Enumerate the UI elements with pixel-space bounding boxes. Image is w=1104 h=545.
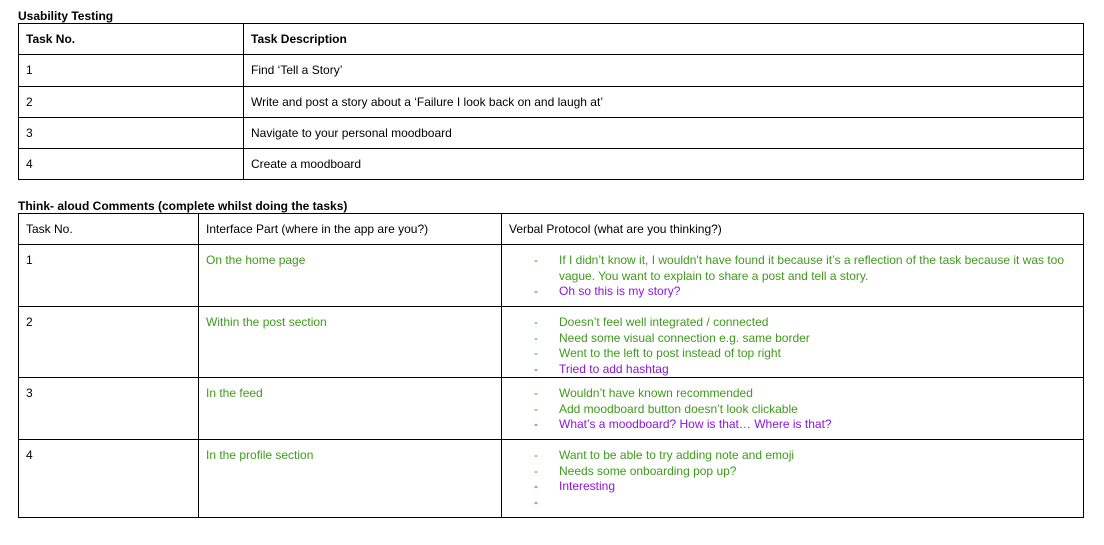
table-row	[19, 149, 1084, 180]
interface-part-cell: In the feed	[199, 378, 502, 440]
think-aloud-table	[18, 213, 1084, 518]
comment-item: - What’s a moodboard? How is that… Where is that?	[532, 417, 1076, 433]
comment-list	[509, 253, 1076, 300]
verbal-protocol-cell	[502, 307, 1084, 378]
verbal-protocol-cell	[502, 440, 1084, 518]
comment-list	[509, 448, 1076, 510]
comment-item: - Want to be able to try adding note and emoji	[532, 448, 1076, 464]
task-no-cell: 3	[19, 117, 244, 148]
interface-part-cell: On the home page	[199, 245, 502, 307]
header-task-no: Task No.	[19, 214, 199, 245]
table-row	[19, 117, 1084, 148]
header-interface-part: Interface Part (where in the app are you?)	[199, 214, 502, 245]
task-description-cell: Create a moodboard	[244, 149, 1084, 180]
interface-part-cell: Within the post section	[199, 307, 502, 378]
task-no-cell: 3	[19, 378, 199, 440]
table-header-row	[19, 214, 1084, 245]
table-row	[19, 86, 1084, 117]
comment-item: - Need some visual connection e.g. same border	[532, 331, 1076, 347]
task-no-cell: 1	[19, 55, 244, 86]
usability-testing-table	[18, 23, 1084, 180]
table-row	[19, 378, 1084, 440]
comment-list	[509, 315, 1076, 377]
table-row	[19, 440, 1084, 518]
task-description-cell: Find ‘Tell a Story’	[244, 55, 1084, 86]
comment-item-empty	[532, 495, 1076, 511]
think-aloud-heading: Think- aloud Comments (complete whilst doing the tasks)	[18, 199, 348, 213]
task-no-cell: 2	[19, 307, 199, 378]
task-no-cell: 4	[19, 149, 244, 180]
header-task-no: Task No.	[19, 24, 244, 55]
task-description-cell: Navigate to your personal moodboard	[244, 117, 1084, 148]
verbal-protocol-cell	[502, 378, 1084, 440]
comment-item: - Interesting	[532, 479, 1076, 495]
interface-part-cell: In the profile section	[199, 440, 502, 518]
comment-item: - Oh so this is my story?	[532, 284, 1076, 300]
verbal-protocol-cell	[502, 245, 1084, 307]
comment-item: - Add moodboard button doesn’t look clickable	[532, 402, 1076, 418]
header-task-description: Task Description	[244, 24, 1084, 55]
usability-testing-heading: Usability Testing	[18, 9, 114, 23]
table-row	[19, 245, 1084, 307]
table-header-row	[19, 24, 1084, 55]
header-verbal-protocol: Verbal Protocol (what are you thinking?)	[502, 214, 1084, 245]
comment-item: - Doesn’t feel well integrated / connected	[532, 315, 1076, 331]
comment-list	[509, 386, 1076, 433]
task-no-cell: 1	[19, 245, 199, 307]
table-row	[19, 307, 1084, 378]
task-no-cell: 4	[19, 440, 199, 518]
comment-item: - Tried to add hashtag	[532, 362, 1076, 378]
table-row	[19, 55, 1084, 86]
comment-item: - Wouldn’t have known recommended	[532, 386, 1076, 402]
task-description-cell: Write and post a story about a ‘Failure I look back on and laugh at’	[244, 86, 1084, 117]
comment-item: - Needs some onboarding pop up?	[532, 464, 1076, 480]
comment-item: - If I didn’t know it, I wouldn't have found it because it’s a reflection of the task because it was too vague. You want to explain to share a post and tell a story.	[532, 253, 1076, 284]
task-no-cell: 2	[19, 86, 244, 117]
comment-item: - Went to the left to post instead of top right	[532, 346, 1076, 362]
